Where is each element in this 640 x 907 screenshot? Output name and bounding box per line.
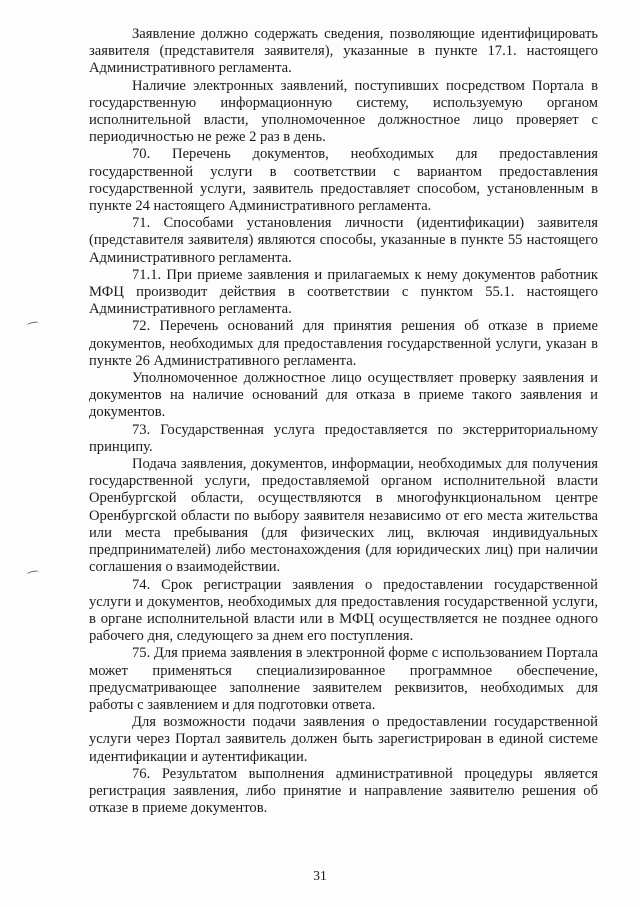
paragraph: Уполномоченное должностное лицо осуществляет проверку заявления и документов на наличие оснований для отказа в приеме такого заявления и документов. bbox=[89, 370, 598, 421]
page-number: 31 bbox=[313, 868, 327, 883]
paragraph: 74. Срок регистрации заявления о предоставлении государственной услуги и документов, необходимых для предоставления государственной услуги, в органе исполнительной власти или в МФЦ осуществляется не позднее одного рабочего дня, следующего за днем его поступления. bbox=[89, 576, 598, 645]
document-body bbox=[89, 26, 598, 817]
paragraph: Заявление должно содержать сведения, позволяющие идентифицировать заявителя (представителя заявителя), указанные в пункте 17.1. настоящего Административного регламента. bbox=[89, 26, 598, 77]
paragraph: Наличие электронных заявлений, поступивших посредством Портала в государственную информационную систему, используемую органом исполнительной власти, уполномоченное должностное лицо проверяет с периодичностью не реже 2 раз в день. bbox=[89, 77, 598, 146]
paragraph: 73. Государственная услуга предоставляется по экстерриториальному принципу. bbox=[89, 421, 598, 455]
paragraph: Подача заявления, документов, информации, необходимых для получения государственной услуги, предоставляемой органом исполнительной власти Оренбургской области, осуществляются в многофункциональном центре Оренбургской области по выбору заявителя независимо от его места жительства или места пребывания (для физических лиц, включая индивидуальных предпринимателей) либо местонахождения (для юридических лиц) при наличии соглашения о взаимодействии. bbox=[89, 456, 598, 576]
paragraph: 76. Результатом выполнения административной процедуры является регистрация заявления, либо принятие и направление заявителю решения об отказе в приеме документов. bbox=[89, 765, 598, 817]
margin-mark bbox=[27, 570, 40, 576]
paragraph: 71.1. При приеме заявления и прилагаемых к нему документов работник МФЦ производит действия в соответствии с пунктом 55.1. настоящего Административного регламента. bbox=[89, 266, 598, 318]
margin-mark bbox=[27, 321, 40, 327]
paragraph: 72. Перечень оснований для принятия решения об отказе в приеме документов, необходимых для предоставления государственной услуги, указан в пункте 26 Административного регламента. bbox=[89, 318, 598, 369]
paragraph: 70. Перечень документов, необходимых для предоставления государственной услуги в соответствии с вариантом предоставления государственной услуги, заявитель предоставляет способом, установленным в пункте 24 настоящего Административного регламента. bbox=[89, 146, 598, 215]
paragraph: 71. Способами установления личности (идентификации) заявителя (представителя заявителя) являются способы, указанные в пункте 55 настоящего Административного регламента. bbox=[89, 215, 598, 266]
paragraph: Для возможности подачи заявления о предоставлении государственной услуги через Портал заявитель должен быть зарегистрирован в единой системе идентификации и аутентификации. bbox=[89, 714, 598, 765]
paragraph: 75. Для приема заявления в электронной форме с использованием Портала может применяться специализированное программное обеспечение, предусматривающее заполнение заявителем реквизитов, необходимых для работы с заявлением и для подготовки ответа. bbox=[89, 645, 598, 713]
